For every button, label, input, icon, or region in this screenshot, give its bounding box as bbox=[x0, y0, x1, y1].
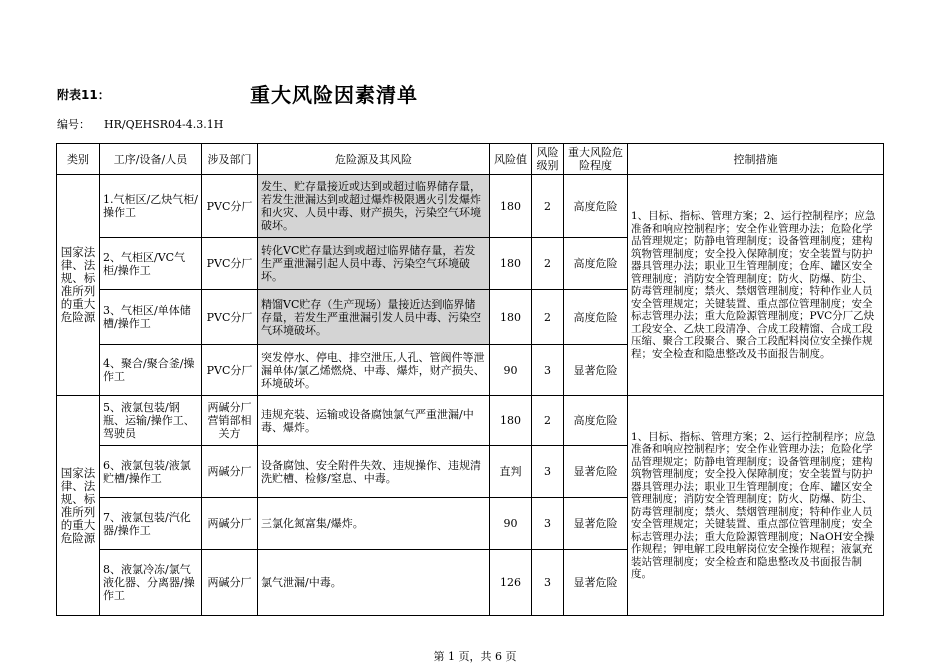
department-cell: PVC分厂 bbox=[202, 290, 258, 345]
department-cell: PVC分厂 bbox=[202, 175, 258, 238]
hazard-cell: 发生、贮存量接近或达到或超过临界储存量，若发生泄漏达到或超过爆炸极限遇火引发爆炸和火灾、人员中毒、财产损失，污染空气环境破坏。 bbox=[258, 175, 490, 238]
table-row bbox=[57, 175, 884, 238]
hazard-cell: 精馏VC贮存（生产现场）量接近达到临界储存量，若发生严重泄漏引发人员中毒、污染空气环境破坏。 bbox=[258, 290, 490, 345]
process-cell: 2、气柜区/VC气柜/操作工 bbox=[100, 238, 202, 290]
process-cell: 4、聚合/聚合釜/操作工 bbox=[100, 345, 202, 396]
risk-degree-cell: 高度危险 bbox=[564, 290, 628, 345]
department-cell: PVC分厂 bbox=[202, 345, 258, 396]
control-measures-cell: 1、目标、指标、管理方案；2、运行控制程序；应急准备和响应控制程序；安全作业管理办法；危险化学品管理规定；防静电管理制度；设备管理制度；建构筑物管理制度；安全投入保障制度；安全装置与防护器具管理办法；职业卫生管理制度；仓库、罐区安全管理制度；消防安全管理制度；防火、防爆、防尘、防毒管理制度；禁火、禁烟管理制度；特种作业人员安全管理规定；关键装置、重点部位管理制度；安全标志管理办法；重大危险源管理制度；PVC分厂乙炔工段安全、乙炔工段清净、合成工段精馏、合成工段压缩、聚合工段聚合、聚合工段配料岗位安全操作规程；安全检查和隐患整改及书面报告制度。 bbox=[628, 175, 884, 396]
risk-value-cell: 180 bbox=[490, 175, 532, 238]
code-value: HR/QEHSR04-4.3.1H bbox=[104, 118, 224, 131]
process-cell: 5、液氯包装/钢瓶、运输/操作工、驾驶员 bbox=[100, 396, 202, 446]
control-measures-cell: 1、目标、指标、管理方案；2、运行控制程序；应急准备和响应控制程序；安全作业管理办法；危险化学品管理规定；防静电管理制度；设备管理制度；建构筑物管理制度；安全投入保障制度；安全装置与防护器具管理办法；职业卫生管理制度；仓库、罐区安全管理制度；消防安全管理制度；防火、防爆、防尘、防毒管理制度；禁火、禁烟管理制度；特种作业人员安全管理规定；关键装置、重点部位管理制度；安全标志管理办法；重大危险源管理制度；NaOH安全操作规程；钾电解工段电解岗位安全操作规程；液氯充装站管理制度；安全检查和隐患整改及书面报告制度。 bbox=[628, 396, 884, 616]
risk-table bbox=[56, 143, 884, 616]
process-cell: 1.气柜区/乙炔气柜/操作工 bbox=[100, 175, 202, 238]
column-header-category: 类别 bbox=[57, 144, 100, 175]
department-cell: 两碱分厂营销部相关方 bbox=[202, 396, 258, 446]
table-row bbox=[57, 396, 884, 446]
risk-level-cell: 2 bbox=[532, 396, 564, 446]
department-cell: 两碱分厂 bbox=[202, 550, 258, 616]
column-header-risk-value: 风险值 bbox=[490, 144, 532, 175]
risk-level-cell: 3 bbox=[532, 345, 564, 396]
category-cell: 国家法律、法规、标准所列的重大危险源 bbox=[57, 175, 100, 396]
category-cell: 国家法律、法规、标准所列的重大危险源 bbox=[57, 396, 100, 616]
process-cell: 8、液氯冷冻/氯气液化器、分离器/操作工 bbox=[100, 550, 202, 616]
risk-value-cell: 126 bbox=[490, 550, 532, 616]
risk-degree-cell: 显著危险 bbox=[564, 446, 628, 498]
column-header-hazard: 危险源及其风险 bbox=[258, 144, 490, 175]
department-cell: 两碱分厂 bbox=[202, 446, 258, 498]
risk-level-cell: 2 bbox=[532, 175, 564, 238]
risk-level-cell: 2 bbox=[532, 290, 564, 345]
risk-level-cell: 3 bbox=[532, 550, 564, 616]
risk-degree-cell: 高度危险 bbox=[564, 238, 628, 290]
column-header-risk-degree: 重大风险危险程度 bbox=[564, 144, 628, 175]
hazard-cell: 设备腐蚀、安全附件失效、违规操作、违规清洗贮槽、检修/窒息、中毒。 bbox=[258, 446, 490, 498]
column-header-department: 涉及部门 bbox=[202, 144, 258, 175]
attachment-label: 附表11： bbox=[57, 88, 110, 102]
risk-value-cell: 90 bbox=[490, 498, 532, 550]
risk-level-cell: 2 bbox=[532, 238, 564, 290]
risk-level-cell: 3 bbox=[532, 498, 564, 550]
table-header-row bbox=[57, 144, 884, 175]
process-cell: 6、液氯包装/液氯贮槽/操作工 bbox=[100, 446, 202, 498]
risk-level-cell: 3 bbox=[532, 446, 564, 498]
document-title: 重大风险因素清单 bbox=[250, 83, 418, 107]
process-cell: 7、液氯包装/汽化器/操作工 bbox=[100, 498, 202, 550]
risk-value-cell: 180 bbox=[490, 396, 532, 446]
column-header-process: 工序/设备/人员 bbox=[100, 144, 202, 175]
risk-value-cell: 180 bbox=[490, 238, 532, 290]
risk-degree-cell: 高度危险 bbox=[564, 396, 628, 446]
department-cell: 两碱分厂 bbox=[202, 498, 258, 550]
hazard-cell: 突发停水、停电、排空泄压,人孔、管阀件等泄漏单体/氯乙烯燃烧、中毒、爆炸，财产损失、环境破坏。 bbox=[258, 345, 490, 396]
risk-degree-cell: 显著危险 bbox=[564, 498, 628, 550]
risk-value-cell: 180 bbox=[490, 290, 532, 345]
department-cell: PVC分厂 bbox=[202, 238, 258, 290]
risk-value-cell: 直判 bbox=[490, 446, 532, 498]
hazard-cell: 氯气泄漏/中毒。 bbox=[258, 550, 490, 616]
column-header-control-measures: 控制措施 bbox=[628, 144, 884, 175]
code-label: 编号： bbox=[57, 118, 90, 131]
risk-degree-cell: 高度危险 bbox=[564, 175, 628, 238]
risk-value-cell: 90 bbox=[490, 345, 532, 396]
document-code bbox=[57, 116, 237, 132]
column-header-risk-level: 风险级别 bbox=[532, 144, 564, 175]
hazard-cell: 三氯化氮富集/爆炸。 bbox=[258, 498, 490, 550]
hazard-cell: 转化VC贮存量达到或超过临界储存量，若发生严重泄漏引起人员中毒、污染空气环境破坏。 bbox=[258, 238, 490, 290]
process-cell: 3、气柜区/单体储槽/操作工 bbox=[100, 290, 202, 345]
hazard-cell: 违规充装、运输或设备腐蚀氯气严重泄漏/中毒、爆炸。 bbox=[258, 396, 490, 446]
risk-degree-cell: 显著危险 bbox=[564, 345, 628, 396]
page-footer: 第 1 页，共 6 页 bbox=[433, 650, 517, 663]
risk-degree-cell: 显著危险 bbox=[564, 550, 628, 616]
